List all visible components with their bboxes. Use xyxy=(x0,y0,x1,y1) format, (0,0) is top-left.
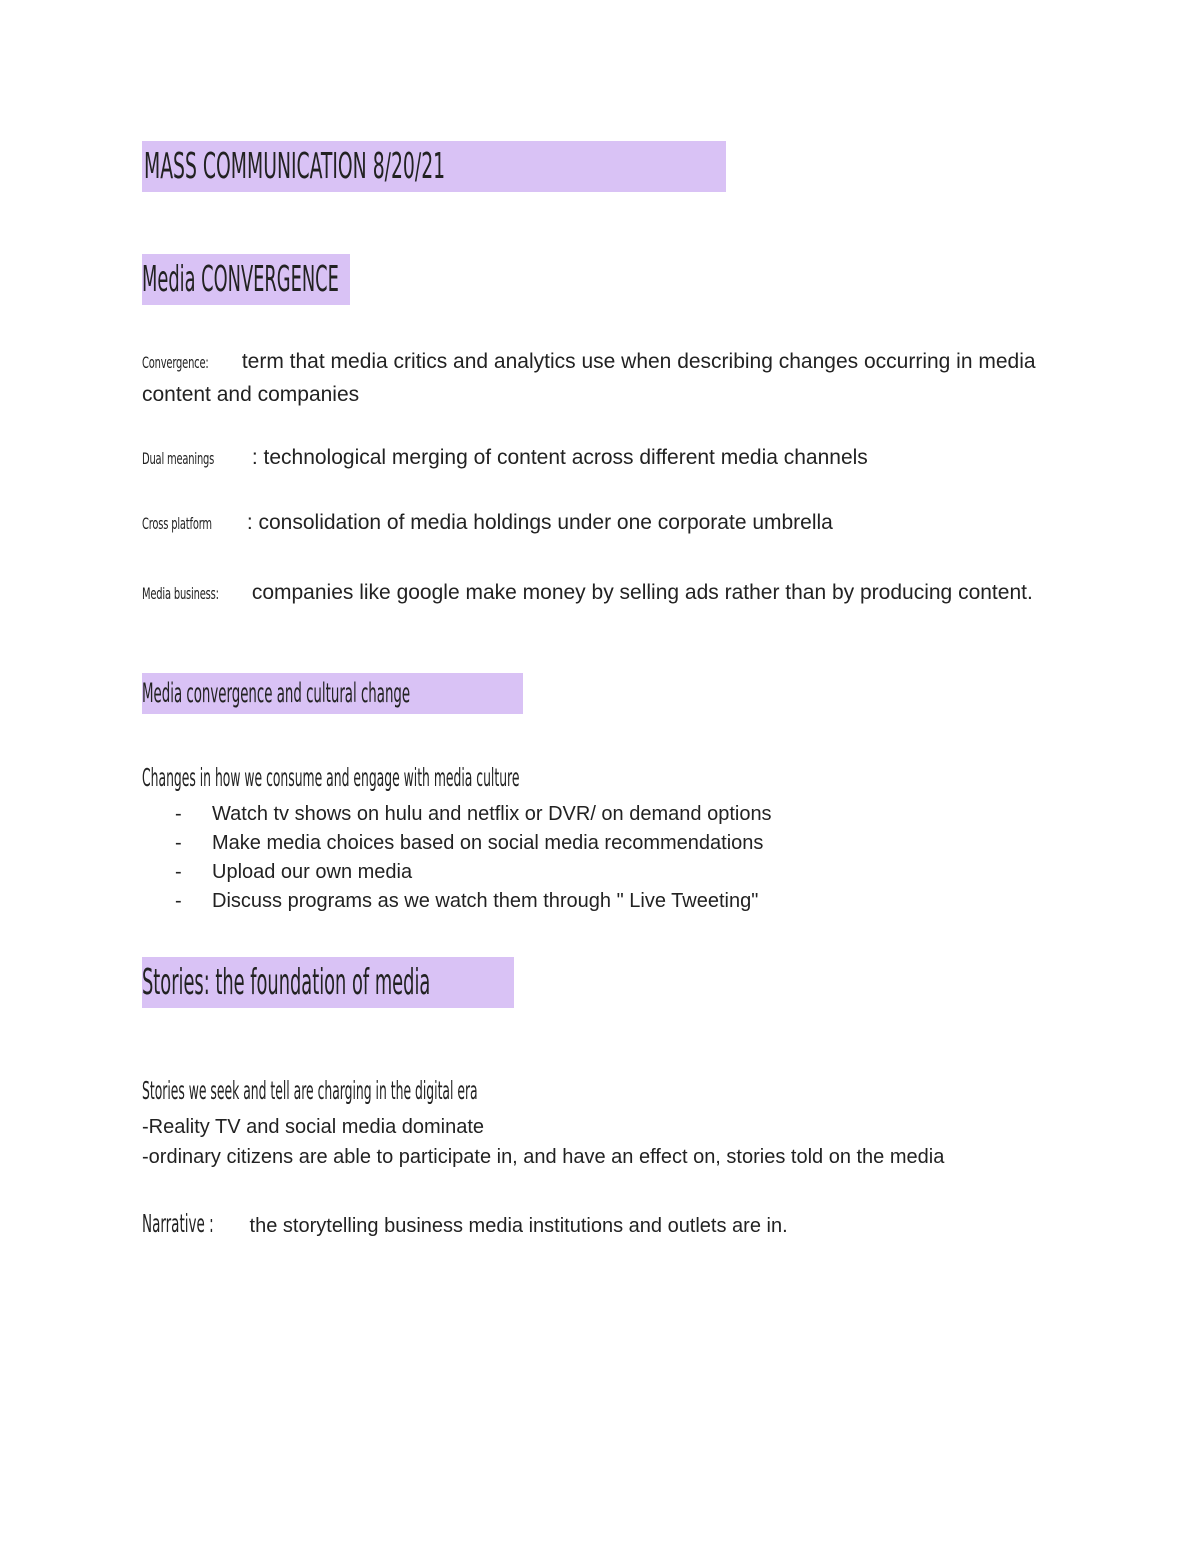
bullet-list xyxy=(142,800,1042,916)
list-item-text: Watch tv shows on hulu and netflix or DVR/ on demand options xyxy=(212,803,772,825)
section3-subheading-block xyxy=(142,1075,612,1107)
section1-heading-highlight xyxy=(142,254,350,305)
narrative-line xyxy=(142,1206,1062,1244)
section3-lines xyxy=(142,1112,1062,1172)
definition-text: : technological merging of content across different media channels xyxy=(246,446,868,469)
list-item-text: Discuss programs as we watch them through " Live Tweeting" xyxy=(212,890,759,912)
dash-bullet: - xyxy=(175,803,182,825)
text-line: -ordinary citizens are able to participate in, and have an effect on, stories told on the media xyxy=(142,1146,945,1168)
definition-term: Dual meanings xyxy=(142,449,215,468)
list-item-text: Make media choices based on social media recommendations xyxy=(212,832,764,854)
title-highlight xyxy=(142,141,726,192)
definition-term: Cross platform xyxy=(142,514,212,533)
definition-media-business xyxy=(142,577,1072,610)
dash-bullet: - xyxy=(175,890,182,912)
title-block xyxy=(142,141,726,197)
narrative-term: Narrative : xyxy=(142,1209,214,1238)
bullet-list-block xyxy=(142,800,1042,916)
definition-dual-meanings xyxy=(142,442,1072,475)
section3-heading: Stories: the foundation of media xyxy=(142,962,431,1003)
list-item xyxy=(142,829,1042,858)
dash-bullet: - xyxy=(175,861,182,883)
dash-bullet: - xyxy=(175,832,182,854)
list-item-text: Upload our own media xyxy=(212,861,413,883)
definition-text: term that media critics and analytics use when describing changes occurring in media content and companies xyxy=(142,350,1036,406)
page-title: MASS COMMUNICATION 8/20/21 xyxy=(144,146,446,187)
section3-heading-highlight xyxy=(142,957,514,1008)
definition-text: companies like google make money by selling ads rather than by producing content. xyxy=(246,581,1033,604)
section1-heading-block xyxy=(142,254,350,310)
section3-subheading: Stories we seek and tell are charging in the digital era xyxy=(142,1076,478,1105)
definition-cross-platform xyxy=(142,507,1072,540)
list-item xyxy=(142,887,1042,916)
definition-convergence xyxy=(142,346,1072,411)
definition-term: Convergence: xyxy=(142,353,209,372)
definition-text: : consolidation of media holdings under one corporate umbrella xyxy=(241,511,833,534)
narrative-text: the storytelling business media institutions and outlets are in. xyxy=(244,1215,788,1237)
text-line: -Reality TV and social media dominate xyxy=(142,1116,485,1138)
section2-subheading: Changes in how we consume and engage with media culture xyxy=(142,763,520,792)
definition-term: Media business: xyxy=(142,584,219,603)
list-item xyxy=(142,858,1042,887)
section2-subheading-block xyxy=(142,762,642,794)
section1-heading: Media CONVERGENCE xyxy=(142,259,339,300)
section3-heading-block xyxy=(142,957,514,1013)
section2-heading: Media convergence and cultural change xyxy=(142,678,411,709)
section2-heading-highlight xyxy=(142,673,523,714)
section2-heading-block xyxy=(142,673,523,719)
list-item xyxy=(142,800,1042,829)
